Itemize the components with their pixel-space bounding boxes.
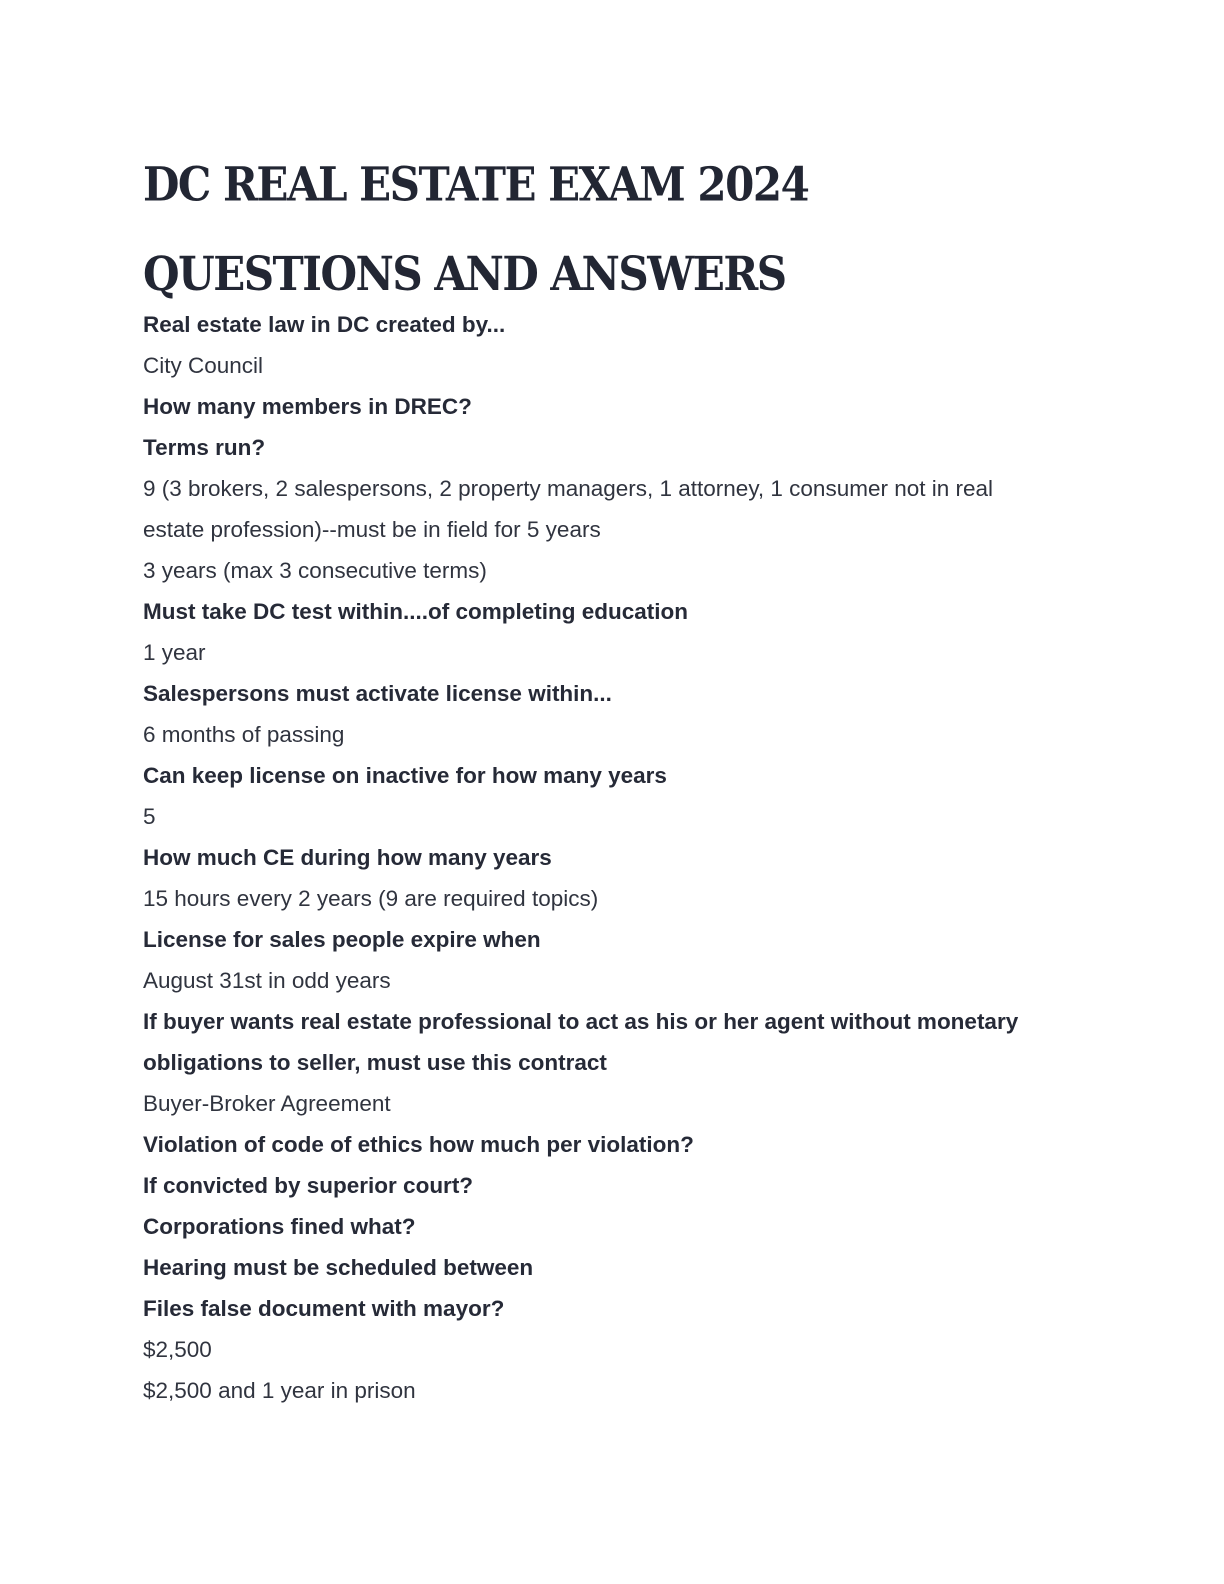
answer-line: 6 months of passing — [143, 722, 345, 747]
title-line-2: QUESTIONS AND ANSWERS — [143, 246, 786, 302]
question-line: Corporations fined what? — [143, 1214, 416, 1239]
question-line: If convicted by superior court? — [143, 1173, 474, 1198]
question-line: Salespersons must activate license within... — [143, 681, 612, 706]
question-line: Real estate law in DC created by... — [143, 312, 506, 337]
answer-line: 9 (3 brokers, 2 salespersons, 2 property managers, 1 attorney, 1 consumer not in real — [143, 476, 994, 501]
answer-line: City Council — [143, 353, 264, 378]
question-line: Violation of code of ethics how much per violation? — [143, 1132, 694, 1157]
title-line-1: DC REAL ESTATE EXAM 2024 — [143, 156, 809, 212]
qa-list — [143, 304, 1093, 1411]
answer-line: August 31st in odd years — [143, 968, 391, 993]
answer-line: $2,500 and 1 year in prison — [143, 1378, 416, 1403]
question-line: Must take DC test within....of completing education — [143, 599, 689, 624]
question-line: Terms run? — [143, 435, 266, 460]
answer-line: 3 years (max 3 consecutive terms) — [143, 558, 487, 583]
answer-line: 5 — [143, 804, 156, 829]
answer-line: estate profession)--must be in field for 5 years — [143, 517, 601, 542]
question-line: Files false document with mayor? — [143, 1296, 505, 1321]
answer-line: Buyer-Broker Agreement — [143, 1091, 391, 1116]
page-title — [143, 140, 1093, 319]
question-line: If buyer wants real estate professional to act as his or her agent without monetary — [143, 1009, 1019, 1034]
question-line: obligations to seller, must use this contract — [143, 1050, 607, 1075]
answer-line: $2,500 — [143, 1337, 212, 1362]
answer-line: 15 hours every 2 years (9 are required topics) — [143, 886, 599, 911]
question-line: Can keep license on inactive for how many years — [143, 763, 667, 788]
question-line: How much CE during how many years — [143, 845, 552, 870]
answer-line: 1 year — [143, 640, 206, 665]
document-page — [143, 140, 1093, 1411]
question-line: License for sales people expire when — [143, 927, 541, 952]
question-line: How many members in DREC? — [143, 394, 472, 419]
question-line: Hearing must be scheduled between — [143, 1255, 534, 1280]
